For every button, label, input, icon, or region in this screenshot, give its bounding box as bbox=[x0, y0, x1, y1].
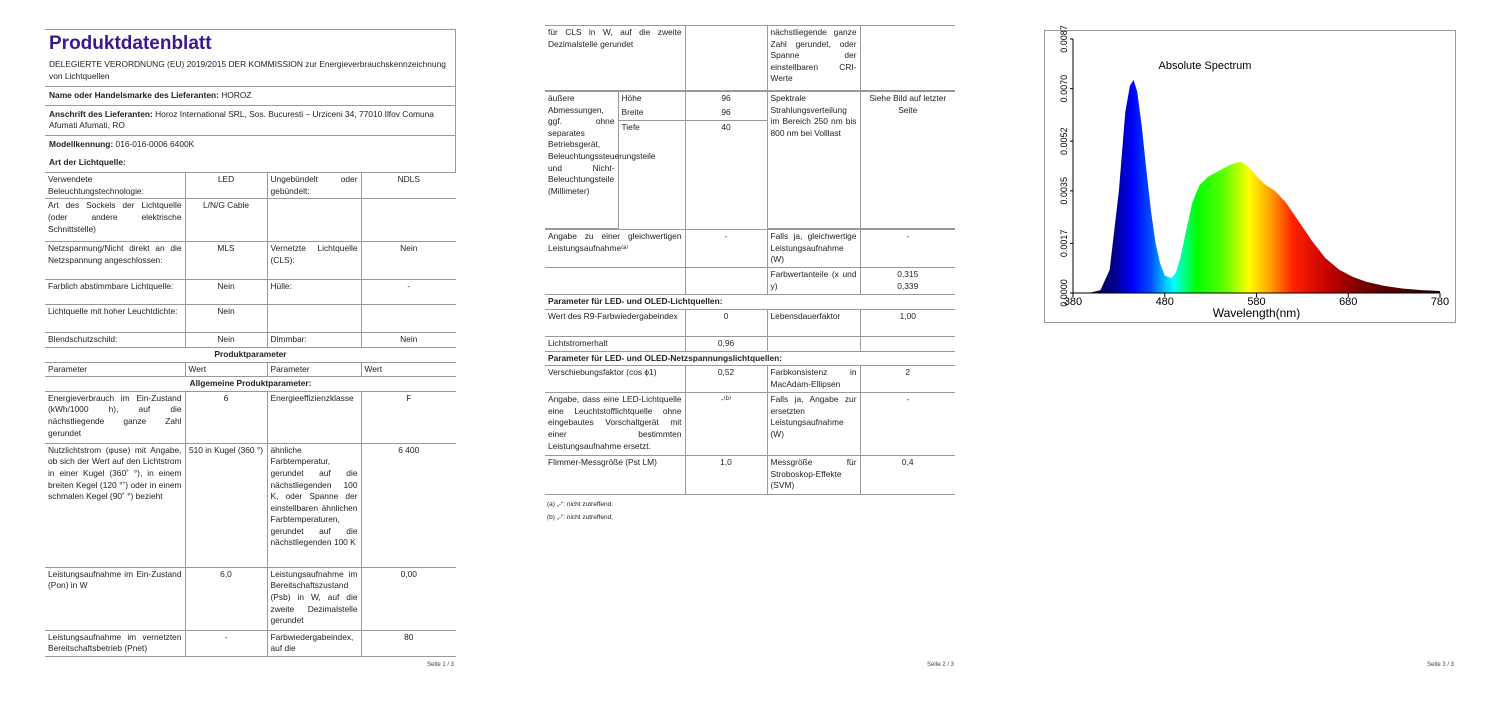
parameter-cell: Vernetzte Lichtquelle (CLS): bbox=[267, 242, 361, 280]
dimension-value: 96 bbox=[685, 92, 767, 106]
value-cell: Nein bbox=[185, 280, 267, 305]
table-row bbox=[45, 362, 456, 377]
spectrum-chart bbox=[1044, 25, 1456, 323]
section-header-row bbox=[45, 347, 456, 362]
chart-title: Absolute Spectrum bbox=[1158, 60, 1252, 72]
table-row bbox=[545, 366, 955, 393]
value-cell: Nein bbox=[361, 242, 456, 280]
parameter-cell: Wert des R9-Farbwiedergabeindex bbox=[545, 309, 685, 336]
value-cell: - bbox=[361, 280, 456, 305]
parameter-cell: Messgröße für Stroboskop-Effekte (SVM) bbox=[767, 456, 860, 495]
dimension-value: 40 bbox=[685, 121, 767, 136]
value-cell: - bbox=[860, 393, 955, 456]
value-cell bbox=[361, 305, 456, 333]
parameter-cell: Energieverbrauch im Ein-Zustand (kWh/1000 h), auf die nächstliegende ganze Zahl gerundet bbox=[45, 391, 185, 443]
section-header-row bbox=[545, 295, 955, 310]
value-cell: - bbox=[685, 230, 767, 268]
value-cell: LED bbox=[185, 173, 267, 199]
parameter-cell: Flimmer-Messgröße (Pst LM) bbox=[545, 456, 685, 495]
parameter-cell: Falls ja, Angabe zur ersetzten Leistungsaufnahme (W) bbox=[767, 393, 860, 456]
x-tick-label: 680 bbox=[1339, 296, 1358, 308]
parameter-cell: Farbwiedergabeindex, auf die bbox=[267, 630, 361, 656]
value-cell: 80 bbox=[361, 630, 456, 656]
footnote-b: (b) „-“: nicht zutreffend; bbox=[547, 514, 613, 522]
parameter-cell: Nutzlichtstrom (φuse) mit Angabe, ob sich der Wert auf den Lichtstrom in einer Kugel (360˚ °), in einem breiten Kegel (120 °˚) oder in einem schmalen Kegel (90˚ °) bezieht bbox=[45, 443, 185, 567]
table-row bbox=[45, 567, 456, 630]
dimension-spacer bbox=[618, 136, 685, 229]
parameter-cell: Leistungsaufnahme im vernetzten Bereitschaftsbetrieb (Pnet) bbox=[45, 630, 185, 656]
supplier-name bbox=[45, 86, 455, 105]
parameter-cell: Farblich abstimmbare Lichtquelle: bbox=[45, 280, 185, 305]
dimension-name: Höhe bbox=[618, 92, 685, 106]
parameter-cell: Angabe zu einer gleichwertigen Leistungsaufnahme⁽ᵃ⁾ bbox=[545, 230, 685, 268]
section-header: Allgemeine Produktparameter: bbox=[45, 377, 456, 392]
dimension-spacer bbox=[685, 136, 767, 229]
value-cell: 510 in Kugel (360 °) bbox=[185, 443, 267, 567]
section-header-row bbox=[545, 351, 955, 366]
value-cell: - bbox=[185, 630, 267, 656]
x-axis-label: Wavelength(nm) bbox=[1212, 306, 1301, 320]
value-cell bbox=[860, 26, 955, 91]
parameter-cell bbox=[267, 305, 361, 333]
table-row bbox=[545, 456, 955, 495]
dimension-value: 96 bbox=[685, 106, 767, 121]
spectrum-param: Spektrale Strahlungsverteilung im Bereich 250 nm bis 800 nm bei Volllast bbox=[767, 92, 860, 229]
value-cell bbox=[685, 26, 767, 91]
spectrum-chart-svg bbox=[1045, 25, 1457, 324]
value-cell: 2 bbox=[860, 366, 955, 393]
value-cell: Nein bbox=[185, 333, 267, 348]
parameter-cell: Farbwertanteile (x und y) bbox=[767, 268, 860, 295]
section-header: Parameter für LED- und OLED-Lichtquellen: bbox=[545, 295, 955, 310]
page-title: Produktdatenblatt bbox=[49, 33, 212, 54]
value-cell: Wert bbox=[185, 362, 267, 377]
spectrum-area bbox=[1073, 80, 1440, 293]
value-cell: MLS bbox=[185, 242, 267, 280]
value-cell bbox=[860, 336, 955, 351]
parameter-cell: Blendschutzschild: bbox=[45, 333, 185, 348]
parameter-cell: Netzspannung/Nicht direkt an die Netzspannung angeschlossen: bbox=[45, 242, 185, 280]
table-row bbox=[545, 309, 955, 336]
value-cell: 0,315 0,339 bbox=[860, 268, 955, 295]
page-2-footer: Seite 2 / 3 bbox=[927, 662, 955, 668]
parameter-cell: für CLS in W, auf die zweite Dezimalstelle gerundet bbox=[545, 26, 685, 91]
type-label: Art der Lichtquelle: bbox=[49, 156, 126, 167]
table-row bbox=[45, 199, 456, 242]
table-row bbox=[45, 305, 456, 333]
parameter-cell: Art des Sockels der Lichtquelle (oder andere elektrische Schnittstelle) bbox=[45, 199, 185, 242]
x-tick-label: 780 bbox=[1430, 296, 1450, 308]
dimension-name: Breite bbox=[618, 106, 685, 121]
value-cell: L/N/G Cable bbox=[185, 199, 267, 242]
parameter-cell: Verwendete Beleuchtungstechnologie: bbox=[45, 173, 185, 199]
table-row bbox=[545, 336, 955, 351]
address-value: Horoz International SRL, Sos. Bucuresti – Urziceni 34, 77010 Ilfov Comuna Afumati Afumati, RO bbox=[49, 108, 434, 131]
footnote-a: (a) „-“: nicht zutreffend; bbox=[547, 501, 613, 509]
page-1 bbox=[45, 29, 456, 657]
parameter-cell: Falls ja, gleichwertige Leistungsaufnahme (W) bbox=[767, 230, 860, 268]
page-2 bbox=[545, 25, 955, 524]
value-cell bbox=[685, 268, 767, 295]
parameter-cell: Energieeffizienzklasse bbox=[267, 391, 361, 443]
section-header: Produktparameter bbox=[45, 347, 456, 362]
table-row bbox=[545, 230, 955, 268]
value-cell bbox=[361, 199, 456, 242]
y-tick-label: 0.0087 bbox=[1059, 25, 1069, 53]
y-tick-label: 0.0017 bbox=[1059, 229, 1069, 258]
section-header: Parameter für LED- und OLED-Netzspannungslichtquellen: bbox=[545, 351, 955, 366]
value-cell: - bbox=[860, 230, 955, 268]
page-1-footer: Seite 1 / 3 bbox=[427, 662, 455, 668]
table-row bbox=[545, 26, 955, 91]
parameter-cell: nächstliegende ganze Zahl gerundet, oder Spanne der einstellbaren CRI-Werte bbox=[767, 26, 860, 91]
table-row bbox=[45, 443, 456, 567]
parameter-cell: Angabe, dass eine LED-Lichtquelle eine Leuchtstofflichtquelle ohne eingebautes Vorschaltgerät mit einer bestimmten Leistungsaufnahme ersetzt. bbox=[545, 393, 685, 456]
value-cell: 6 400 bbox=[361, 443, 456, 567]
value-cell: 1,00 bbox=[860, 309, 955, 336]
value-cell: Wert bbox=[361, 362, 456, 377]
table-row bbox=[45, 280, 456, 305]
table-row bbox=[545, 268, 955, 295]
value-cell: -⁽ᵇ⁾ bbox=[685, 393, 767, 456]
regulation-subtitle: DELEGIERTE VERORDNUNG (EU) 2019/2015 DER KOMMISSION zur Energieverbrauchskennzeichnung von Lichtquellen bbox=[49, 59, 446, 81]
supplier-label: Name oder Handelsmarke des Lieferanten: bbox=[49, 90, 219, 101]
light-source-type bbox=[45, 154, 455, 173]
parameter-cell: Hülle: bbox=[267, 280, 361, 305]
parameter-cell: Leistungsaufnahme im Ein-Zustand (Pon) in W bbox=[45, 567, 185, 630]
x-tick-label: 380 bbox=[1063, 296, 1083, 308]
value-cell: F bbox=[361, 391, 456, 443]
parameter-cell: Parameter bbox=[267, 362, 361, 377]
parameter-cell: ähnliche Farbtemperatur, gerundet auf die nächstliegenden 100 K, oder Spanne der einstellbaren ähnlichen Farbtemperaturen, gerundet auf die nächstliegenden 100 K bbox=[267, 443, 361, 567]
table-row bbox=[45, 391, 456, 443]
product-table-continued bbox=[545, 25, 955, 91]
value-cell: 0,52 bbox=[685, 366, 767, 393]
parameter-cell: Lichtquelle mit hoher Leuchtdichte: bbox=[45, 305, 185, 333]
parameter-cell: Lebensdauerfaktor bbox=[767, 309, 860, 336]
section-header-row bbox=[45, 377, 456, 392]
value-cell: Nein bbox=[185, 305, 267, 333]
table-row bbox=[45, 173, 456, 199]
y-tick-label: 0.0052 bbox=[1059, 127, 1069, 155]
value-cell: 0,96 bbox=[685, 336, 767, 351]
y-tick-label: 0.0070 bbox=[1059, 74, 1069, 103]
parameter-cell: Farbkonsistenz in MacAdam-Ellipsen bbox=[767, 366, 860, 393]
parameter-cell: Parameter bbox=[45, 362, 185, 377]
value-cell: 0 bbox=[685, 309, 767, 336]
value-cell: 6 bbox=[185, 391, 267, 443]
page-1-frame bbox=[45, 29, 456, 172]
model-value: 016-016-0006 6400K bbox=[115, 138, 195, 149]
table-row bbox=[45, 242, 456, 280]
supplier-value: HOROZ bbox=[221, 90, 252, 101]
parameter-cell bbox=[767, 336, 860, 351]
spectrum-value: Siehe Bild auf letzter Seite bbox=[860, 92, 955, 229]
parameter-cell bbox=[267, 199, 361, 242]
y-tick-label: 0.0000 bbox=[1059, 279, 1069, 307]
parameter-cell: Ungebündelt oder gebündelt: bbox=[267, 173, 361, 199]
value-cell: 1,0 bbox=[685, 456, 767, 495]
value-cell: 0,4 bbox=[860, 456, 955, 495]
parameter-cell: Dimmbar: bbox=[267, 333, 361, 348]
model-label: Modellkennung: bbox=[49, 138, 114, 149]
y-tick-label: 0.0035 bbox=[1059, 177, 1069, 205]
dimensions-table bbox=[545, 91, 955, 229]
table-row bbox=[545, 393, 955, 456]
table-row bbox=[45, 333, 456, 348]
model-id bbox=[45, 135, 455, 154]
table-row bbox=[45, 630, 456, 656]
led-parameters-table bbox=[545, 229, 955, 495]
address-label: Anschrift des Lieferanten: bbox=[49, 108, 153, 119]
parameter-cell bbox=[545, 268, 685, 295]
x-tick-label: 580 bbox=[1247, 296, 1266, 308]
supplier-address bbox=[45, 105, 455, 135]
dimensions-label: äußere Abmessungen, ggf. ohne separates Betriebsgerät, Beleuchtungssteuerungsteile und Nicht-Beleuchtungsteile (Millimeter) bbox=[545, 92, 618, 229]
product-table bbox=[45, 172, 456, 657]
value-cell: NDLS bbox=[361, 173, 456, 199]
dimension-name: Tiefe bbox=[618, 121, 685, 136]
parameter-cell: Leistungsaufnahme im Bereitschaftszustand (Psb) in W, auf die zweite Dezimalstelle gerundet bbox=[267, 567, 361, 630]
value-cell: Nein bbox=[361, 333, 456, 348]
value-cell: 6,0 bbox=[185, 567, 267, 630]
x-tick-label: 480 bbox=[1155, 296, 1174, 308]
value-cell: 0,00 bbox=[361, 567, 456, 630]
page-3-footer: Seite 3 / 3 bbox=[1427, 662, 1455, 668]
parameter-cell: Lichtstromerhalt bbox=[545, 336, 685, 351]
parameter-cell: Verschiebungsfaktor (cos ϕ1) bbox=[545, 366, 685, 393]
